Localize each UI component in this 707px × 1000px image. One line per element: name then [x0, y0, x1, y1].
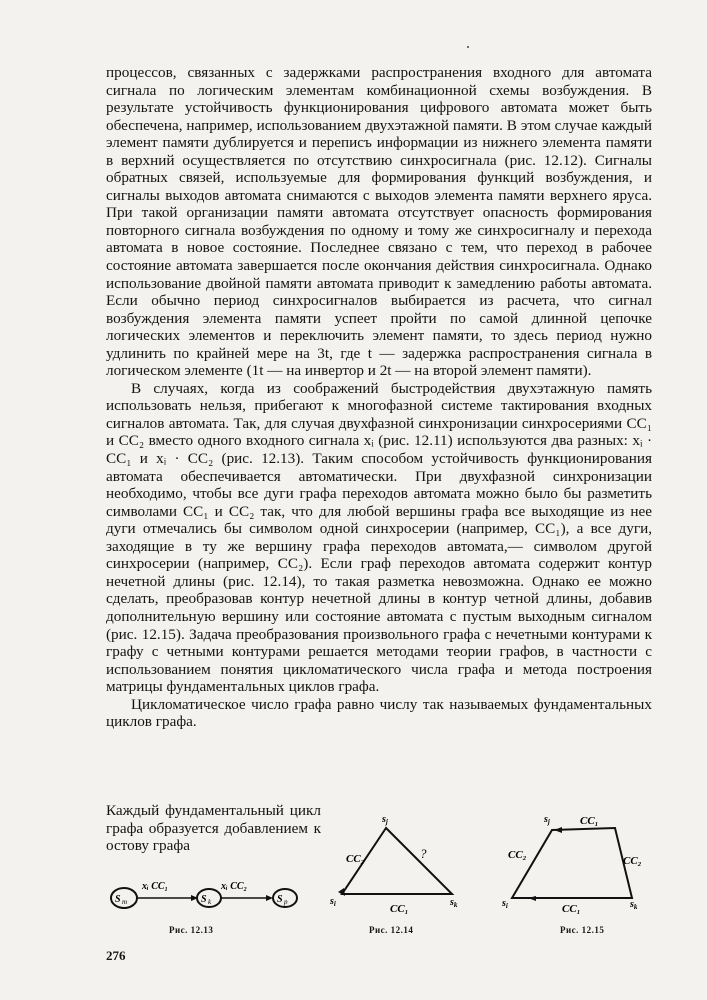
print-speck: [467, 46, 469, 48]
vertex-sj: $s_j$: [382, 814, 388, 826]
edge-right-label: ?: [420, 846, 427, 861]
paragraph-1: процессов, связанных с задержками распространения входного для автомата сигнала по логическим элементам комбинационной схемы возбуждения. В результате устойчивость функционирования цифрового автомата может быть обеспечена, например, использованием двухэтажной памяти. В этом случае каждый элемент памяти дублируется и переписъ информации из нижнего элемента памяти в верхний осуществляется по отсутствию синхросигнала (рис. 12.12). Сигналы обратных связей, используемые для формирования функций возбуждения, и сигналы выходов автомата снимаются с выходов элемента памяти верхнего яруса. При такой организации памяти автомата отсутствует опасность формирования повторного сигнала возбуждения по одному и тому же синхросигналу и перехода автомата в новое состояние. Последнее связано с тем, что переход в рабочее состояние автомата завершается после окончания действия синхросигнала. Однако использование двойной памяти автомата приводит к замедлению работы автомата. Если обычно период синхросигналов выбирается из расчета, что сигнал возбуждения элемента памяти успеет пройти по самой длинной цепочке логических элементов и переключить элемент памяти, то здесь период нужно удлинить по крайней мере на 3t, где t — задержка распространения сигнала в логическом элементе (1t — на инвертор и 2t — на второй элемент памяти).: [106, 64, 652, 380]
vertex-si: $s_i$: [502, 898, 508, 910]
edge-right-label: CC₂: [623, 855, 642, 867]
paragraph-4-column: [106, 802, 321, 855]
node-sp-label: S: [277, 894, 283, 905]
vertex-sk: $s_k$: [630, 899, 638, 911]
vertex-si: $s_i$: [330, 896, 336, 908]
figure-12-15: [500, 806, 660, 918]
body-text: [106, 64, 652, 731]
edge-bottom-label: CC₁: [562, 903, 581, 915]
vertex-sj: $s_j$: [544, 814, 550, 826]
edge-left-label: CC₂: [346, 853, 365, 865]
edge-bottom-label: CC₁: [390, 903, 409, 915]
node-sp-sub: p: [284, 898, 288, 906]
node-sk-label: S: [201, 894, 207, 905]
page-number: 276: [106, 948, 126, 963]
edge-top-label: CC₁: [580, 815, 599, 827]
caption-12-13: Рис. 12.13: [169, 925, 214, 935]
paragraph-3: Цикломатическое число графа равно числу так называемых фундаментальных циклов графа.: [106, 695, 652, 731]
figure-12-14: [328, 812, 478, 924]
edge-1-label: xᵢ CC₁: [142, 881, 169, 892]
paragraph-4: Каждый фундаментальный цикл графа образуется добавлением к остову графа: [106, 802, 321, 854]
node-sk-sub: k: [208, 898, 212, 906]
edge-2-label: xᵢ CC₂: [221, 881, 248, 892]
caption-12-14: Рис. 12.14: [369, 925, 414, 935]
vertex-sk: $s_k$: [450, 897, 458, 909]
paragraph-2: В случаях, когда из соображений быстродействия двухэтажную память использовать нельзя, прибегают к многофазной системе тактирования входных сигналов автомата. Так, для случая двухфазной синхронизации синхросериями CC₁ и CC₂ вместо одного входного сигнала xᵢ (рис. 12.11) используются два разных: xᵢ · CC₁ и xᵢ · CC₂ (рис. 12.13). Таким способом устойчивость функционирования автомата обеспечивается автоматически. При двухфазной синхронизации необходимо, чтобы все дуги графа переходов автомата можно было бы разметить символами CC₁ и CC₂ так, что для любой вершины графа все выходящие из нее дуги отмечались бы символом одной синхросерии (например, CC₁), а все дуги, заходящие в ту же вершину графа переходов автомата,— символом другой синхросерии (например, CC₂). Если граф переходов автомата содержит контур нечетной длины (рис. 12.14), то такая разметка невозможна. Однако ее можно сделать, преобразовав контур нечетной длины в контур четной длины, добавив дополнительную вершину или состояние автомата с пустым выходным сигналом (рис. 12.15). Задача преобразования произвольного графа с нечетными контурами к графу с четными контурами решается методами теории графов, в частности с использованием понятия цикломатического числа графа и метода построения матрицы фундаментальных циклов графа.: [106, 379, 652, 696]
node-sm-sub: m: [122, 898, 128, 906]
caption-12-15: Рис. 12.15: [560, 925, 605, 935]
edge-left-label: CC₂: [508, 849, 527, 861]
node-sm-label: S: [115, 894, 121, 905]
